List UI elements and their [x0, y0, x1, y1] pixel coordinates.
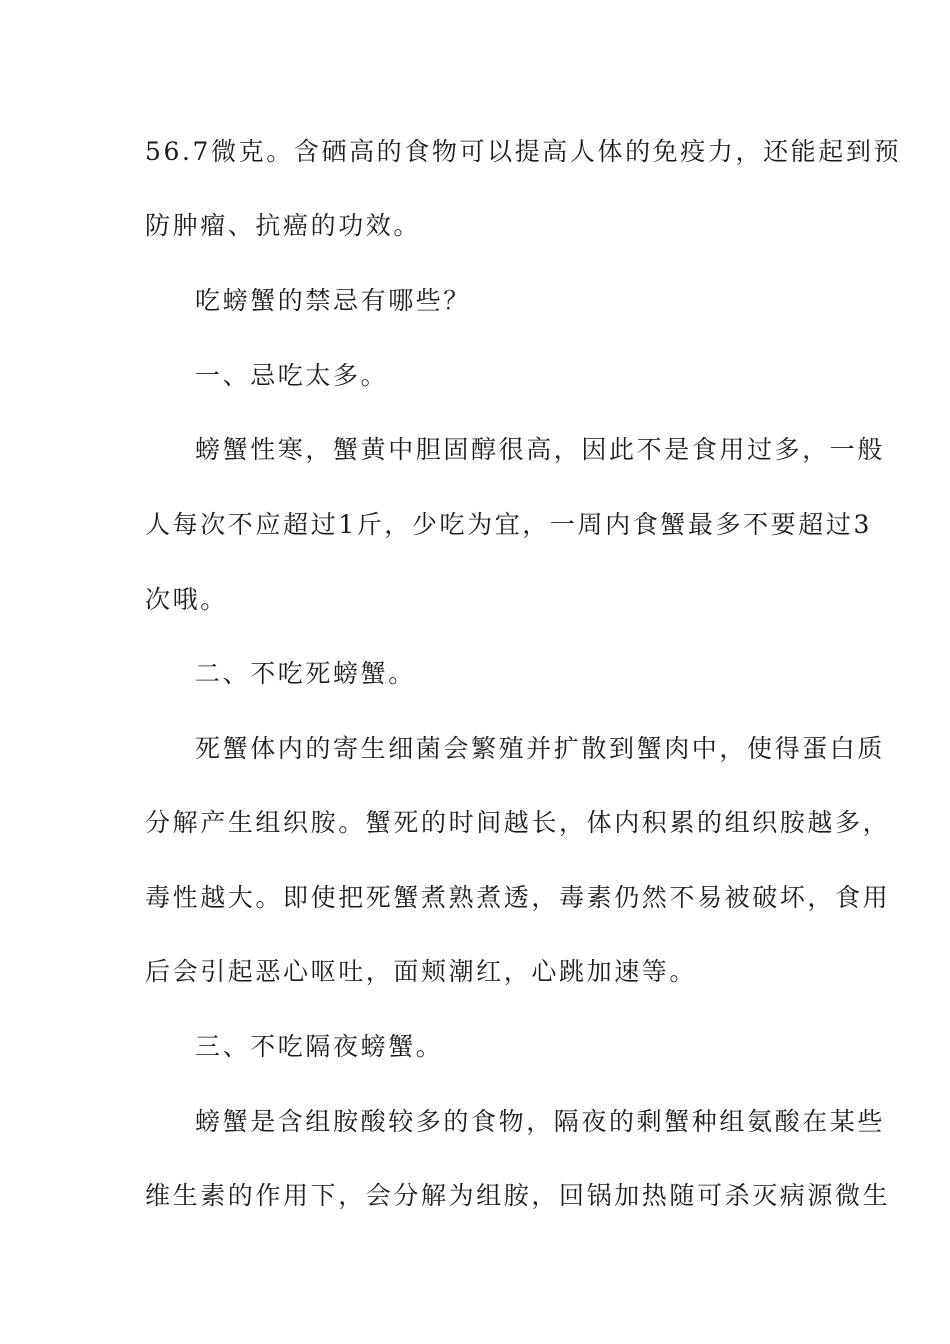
- text-line: 后会引起恶心呕吐，面颊潮红，心跳加速等。: [145, 957, 698, 986]
- section-heading-2: 二、不吃死螃蟹。: [195, 659, 416, 688]
- section-question: 吃螃蟹的禁忌有哪些？: [195, 286, 472, 315]
- text-line: 防肿瘤、抗癌的功效。: [145, 211, 422, 240]
- text-line: 分解产生组织胺。蟹死的时间越长，体内积累的组织胺越多，: [145, 808, 891, 837]
- text-line: 死蟹体内的寄生细菌会繁殖并扩散到蟹肉中，使得蛋白质: [195, 734, 886, 763]
- text-line: 次哦。: [145, 585, 228, 614]
- text-line: 56.7微克。含硒高的食物可以提高人体的免疫力，还能起到预: [145, 137, 902, 166]
- text-line: 毒性越大。即使把死蟹煮熟煮透，毒素仍然不易被破坏，食用: [145, 883, 891, 912]
- section-heading-1: 一、忌吃太多。: [195, 361, 389, 390]
- text-line: 维生素的作用下，会分解为组胺，回锅加热随可杀灭病源微生: [145, 1181, 891, 1210]
- section-heading-3: 三、不吃隔夜螃蟹。: [195, 1032, 444, 1061]
- text-line: 螃蟹性寒，蟹黄中胆固醇很高，因此不是食用过多，一般: [195, 435, 886, 464]
- text-line: 人每次不应超过1斤，少吃为宜，一周内食蟹最多不要超过3: [145, 510, 873, 539]
- text-line: 螃蟹是含组胺酸较多的食物，隔夜的剩蟹种组氨酸在某些: [195, 1107, 886, 1136]
